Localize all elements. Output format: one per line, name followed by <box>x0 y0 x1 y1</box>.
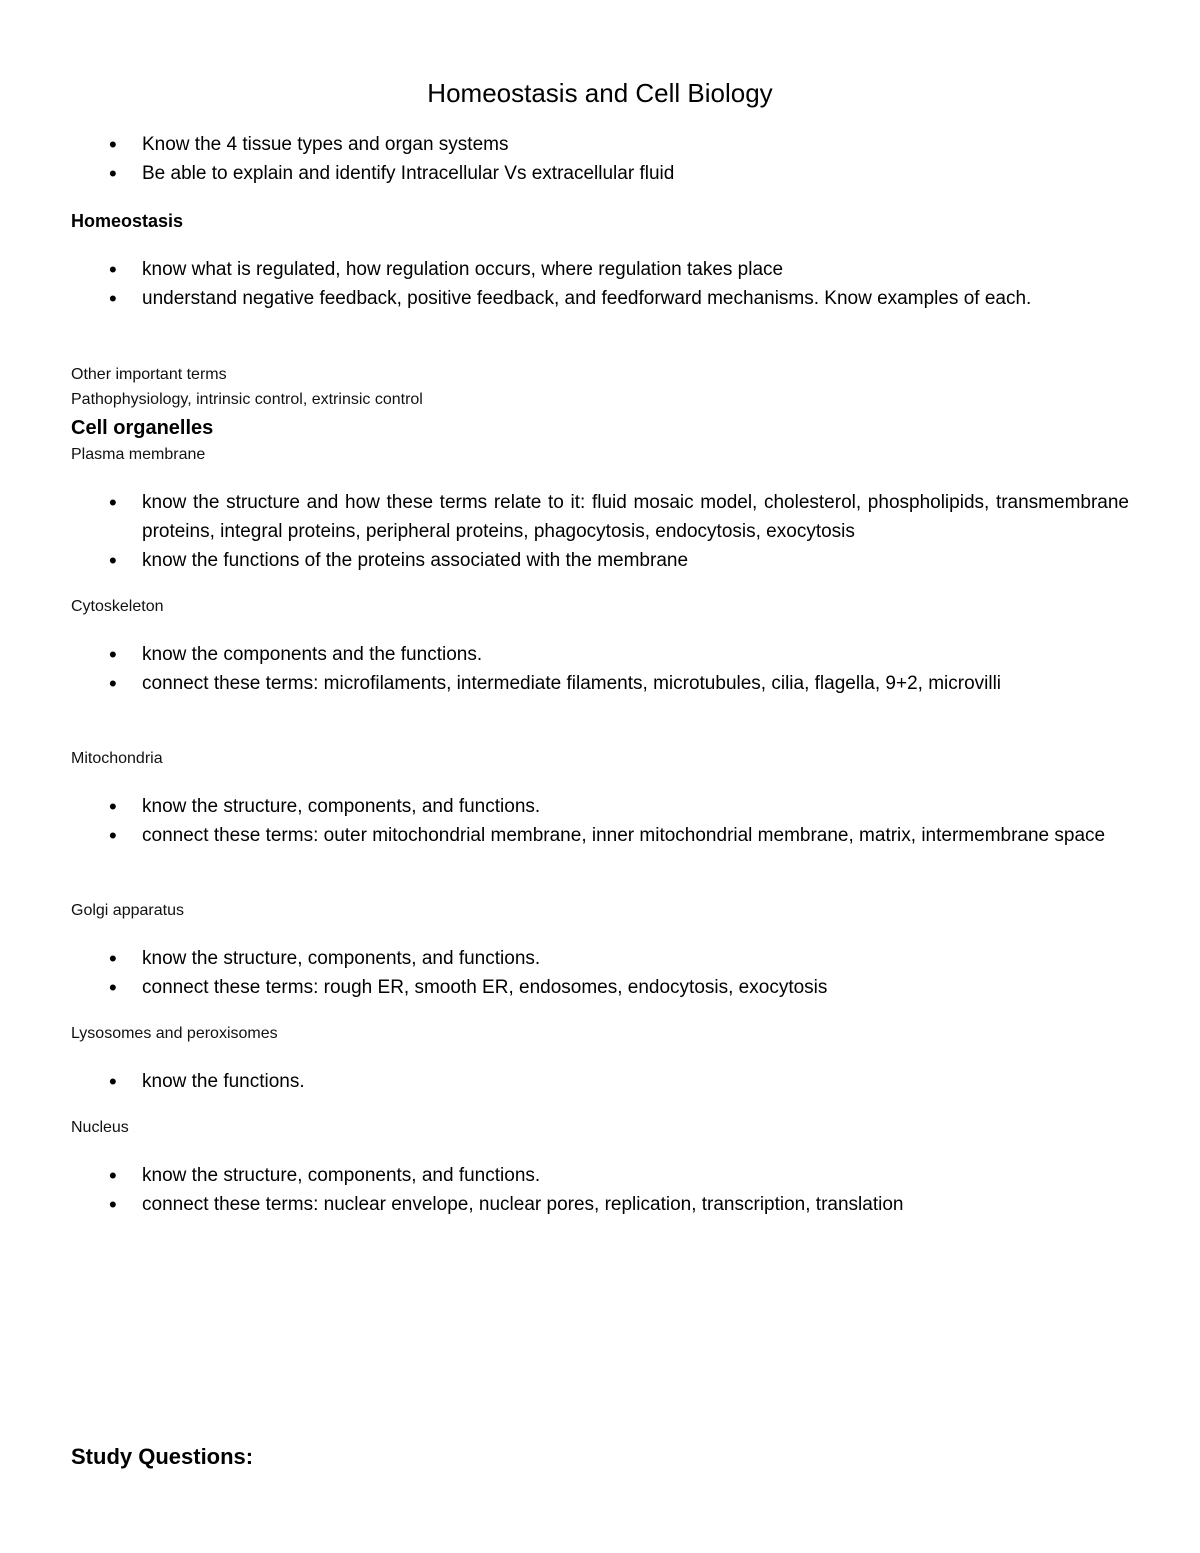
subheading-lysosomes: Lysosomes and peroxisomes <box>71 1025 278 1042</box>
list-item: • connect these terms: nuclear envelope, nuclear pores, replication, transcription, translation <box>71 1190 1129 1219</box>
subheading-plasma-membrane: Plasma membrane <box>71 446 206 463</box>
list-item: • connect these terms: microfilaments, intermediate filaments, microtubules, cilia, flagella, 9+2, microvilli <box>71 669 1129 698</box>
list-item: • know the functions. <box>71 1067 1129 1096</box>
other-terms-text: Pathophysiology, intrinsic control, extrinsic control <box>71 391 423 408</box>
subheading-cytoskeleton: Cytoskeleton <box>71 598 164 615</box>
subheading-golgi: Golgi apparatus <box>71 902 184 919</box>
list-item: • know the structure and how these terms relate to it: fluid mosaic model, cholesterol, phospholipids, transmembrane proteins, integral proteins, peripheral proteins, phagocytosis, endocytosis, exocytosis <box>71 488 1129 546</box>
list-item: • know the components and the functions. <box>71 640 1129 669</box>
subheading-mitochondria: Mitochondria <box>71 750 163 767</box>
intro-list <box>71 130 1129 188</box>
list-item: • know the structure, components, and functions. <box>71 1161 1129 1190</box>
section-heading-cell-organelles: Cell organelles <box>71 417 214 439</box>
list-item: • Know the 4 tissue types and organ systems <box>71 130 1129 159</box>
subheading-nucleus: Nucleus <box>71 1119 129 1136</box>
homeostasis-list <box>71 255 1129 313</box>
lysosomes-list <box>71 1067 1129 1096</box>
list-item: • know the structure, components, and functions. <box>71 944 1129 973</box>
list-item: • Be able to explain and identify Intracellular Vs extracellular fluid <box>71 159 1129 188</box>
nucleus-list <box>71 1161 1129 1219</box>
golgi-list <box>71 944 1129 1002</box>
list-item: • understand negative feedback, positive feedback, and feedforward mechanisms. Know examples of each. <box>71 284 1129 313</box>
mitochondria-list <box>71 792 1129 850</box>
list-item: • know what is regulated, how regulation occurs, where regulation takes place <box>71 255 1129 284</box>
list-item: • connect these terms: outer mitochondrial membrane, inner mitochondrial membrane, matrix, intermembrane space <box>71 821 1129 850</box>
section-heading-study-questions: Study Questions: <box>71 1444 254 1469</box>
page-title: Homeostasis and Cell Biology <box>427 78 773 108</box>
list-item: • know the structure, components, and functions. <box>71 792 1129 821</box>
list-item: • connect these terms: rough ER, smooth ER, endosomes, endocytosis, exocytosis <box>71 973 1129 1002</box>
section-heading-homeostasis: Homeostasis <box>71 211 184 231</box>
plasma-membrane-list <box>71 488 1129 575</box>
cytoskeleton-list <box>71 640 1129 698</box>
list-item: • know the functions of the proteins associated with the membrane <box>71 546 1129 575</box>
section-heading-other-terms: Other important terms <box>71 366 227 383</box>
